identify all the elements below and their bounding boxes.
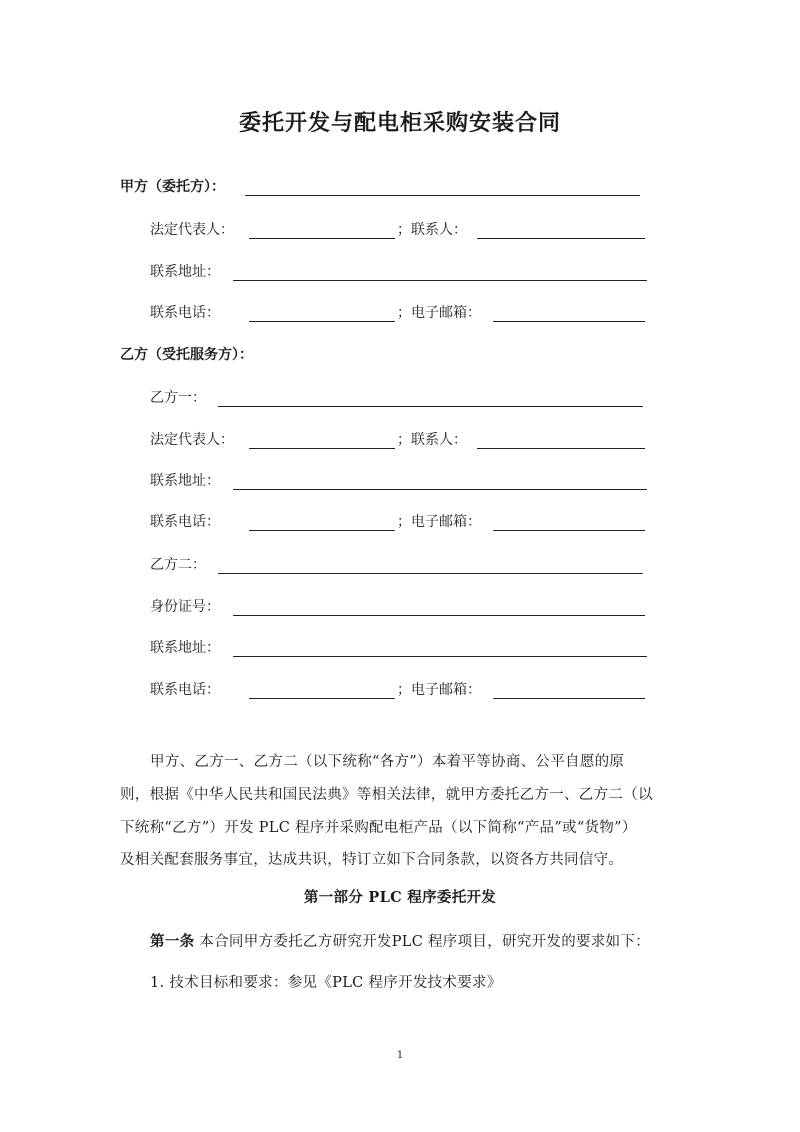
party-a-legal-rep-field[interactable] [249, 220, 395, 239]
party-a-email-label: ；电子邮箱： [397, 305, 481, 321]
party-b1-contact-field[interactable] [477, 430, 645, 449]
party-b2-address-field[interactable] [233, 638, 647, 657]
section-heading: 第一部分 PLC 程序委托开发 [303, 889, 497, 906]
article-1 [150, 932, 650, 952]
document-title: 委托开发与配电柜采购安装合同 [238, 110, 561, 136]
party-b2-id-label: 身份证号： [150, 599, 220, 615]
party-b1-phone-label: 联系电话： [150, 514, 220, 530]
party-b2-label: 乙方二： [150, 557, 206, 573]
party-a-contact-field[interactable] [477, 220, 645, 239]
preamble-line: 下统称“乙方”）开发 PLC 程序并采购配电柜产品（以下简称“产品”或“货物”） [120, 820, 637, 836]
preamble-line: 及相关配套服务事宜，达成共识，特订立如下合同条款，以资各方共同信守。 [120, 852, 624, 868]
party-b-heading: 乙方（受托服务方）： [120, 347, 253, 363]
party-a-heading: 甲方（委托方）： [120, 179, 225, 195]
party-b2-email-label: ；电子邮箱： [397, 682, 481, 698]
party-a-legal-rep-label: 法定代表人： [150, 222, 234, 238]
party-b1-address-field[interactable] [233, 471, 647, 490]
party-a-phone-label: 联系电话： [150, 305, 220, 321]
party-b2-phone-field[interactable] [249, 680, 395, 699]
party-b1-label: 乙方一： [150, 390, 206, 406]
party-b1-contact-label: ；联系人： [397, 432, 467, 448]
party-b2-name-field[interactable] [218, 555, 643, 574]
preamble-line: 则，根据《中华人民共和国民法典》等相关法律，就甲方委托乙方一、乙方二（以 [120, 787, 653, 803]
party-b1-email-field[interactable] [493, 512, 645, 531]
party-b1-legal-rep-label: 法定代表人： [150, 432, 234, 448]
party-b1-email-label: ；电子邮箱： [397, 514, 481, 530]
party-a-phone-field[interactable] [249, 303, 395, 322]
party-a-name-field[interactable] [245, 177, 640, 196]
party-b2-phone-label: 联系电话： [150, 682, 220, 698]
party-a-address-field[interactable] [233, 262, 647, 281]
party-b1-legal-rep-field[interactable] [249, 430, 395, 449]
party-a-email-field[interactable] [493, 303, 645, 322]
party-b2-address-label: 联系地址： [150, 640, 220, 656]
preamble-line: 甲方、乙方一、乙方二（以下统称“各方”）本着平等协商、公平自愿的原 [150, 754, 625, 770]
party-b1-address-label: 联系地址： [150, 473, 220, 489]
party-b1-name-field[interactable] [218, 388, 643, 407]
page-number: 1 [396, 1050, 404, 1061]
party-a-address-label: 联系地址： [150, 264, 220, 280]
item-1: 1. 技术目标和要求：参见《PLC 程序开发技术要求》 [150, 975, 502, 991]
article-1-text: 本合同甲方委托乙方研究开发PLC 程序项目，研究开发的要求如下： [194, 934, 651, 950]
article-1-label: 第一条 [150, 933, 195, 950]
party-b1-phone-field[interactable] [249, 512, 395, 531]
party-b2-email-field[interactable] [493, 680, 645, 699]
party-b2-id-field[interactable] [233, 597, 645, 616]
party-a-contact-label: ；联系人： [397, 222, 467, 238]
